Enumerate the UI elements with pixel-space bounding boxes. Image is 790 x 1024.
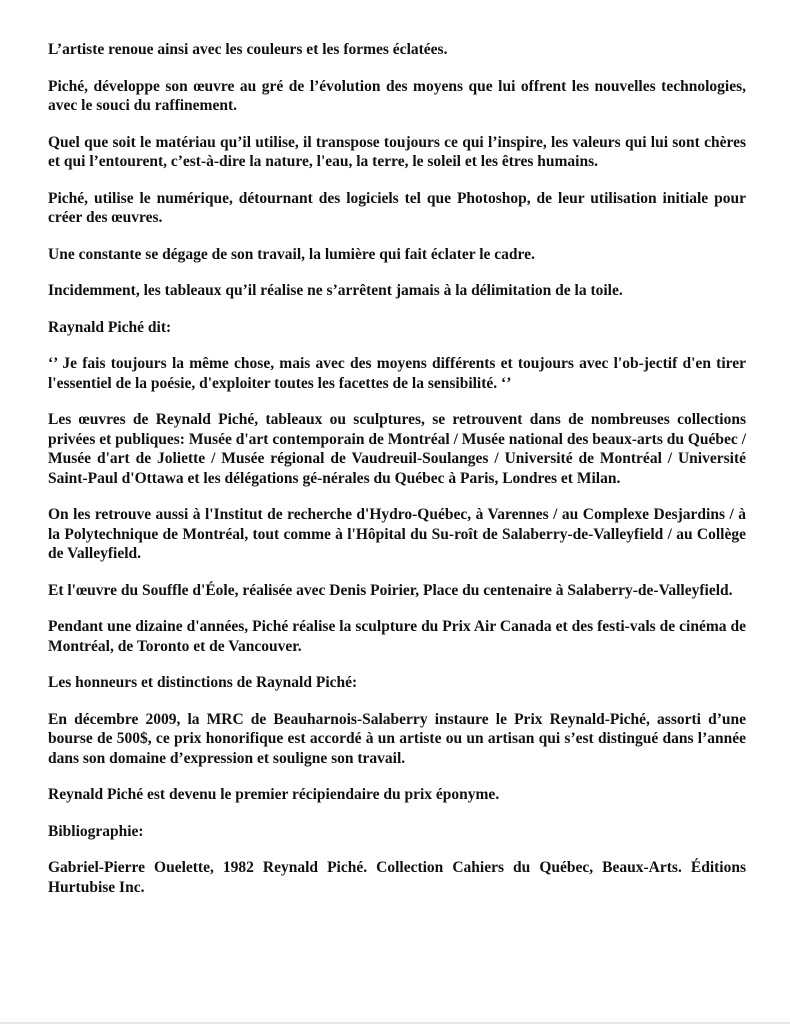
paragraph-souffle-eole: Et l'œuvre du Souffle d'Éole, réalisée avec Denis Poirier, Place du centenaire à Salaberry-de-Valleyfield. (48, 581, 733, 599)
paragraph-digital: Piché, utilise le numérique, détournant des logiciels tel que Photoshop, de leur utilisation initiale pour créer des œuvres. (48, 189, 746, 226)
paragraph-first-recipient: Reynald Piché est devenu le premier récipiendaire du prix éponyme. (48, 786, 500, 803)
paragraph-canvas: Incidemment, les tableaux qu’il réalise ne s’arrêtent jamais à la délimitation de la toile. (48, 282, 623, 299)
paragraph-technologies: Piché, développe son œuvre au gré de l’évolution des moyens que lui offrent les nouvelles technologies, avec le souci du raffinement. (48, 77, 746, 114)
paragraph-honours-heading: Les honneurs et distinctions de Raynald Piché: (48, 674, 358, 691)
paragraph-colors-forms: L’artiste renoue ainsi avec les couleurs et les formes éclatées. (48, 41, 448, 58)
paragraph-collections: Les œuvres de Reynald Piché, tableaux ou sculptures, se retrouvent dans de nombreuses collections privées et publiques: Musée d'art contemporain de Montréal / Musée national des beaux-arts du Québec / Musée d'art de Joliette / Musée régional de Vaudreuil-Soulanges / Université de Montréal / Université Saint-Paul d'Ottawa et les délégations gé-nérales du Québec à Paris, Londres et Milan. (48, 411, 746, 487)
paragraph-air-canada: Pendant une dizaine d'années, Piché réalise la sculpture du Prix Air Canada et des festi-vals de cinéma de Montréal, de Toronto et de Vancouver. (48, 618, 746, 655)
paragraph-prize: En décembre 2009, la MRC de Beauharnois-Salaberry instaure le Prix Reynald-Piché, assorti d’une bourse de 500$, ce prix honorifique est accordé à un artiste ou un artisan qui s’est distingué dans l’année dans son domaine d’expression et souligne son travail. (48, 710, 746, 767)
paragraph-bibliography-entry: Gabriel-Pierre Ouelette, 1982 Reynald Piché. Collection Cahiers du Québec, Beaux-Arts. Éditions Hurtubise Inc. (48, 859, 746, 896)
document-page (48, 40, 746, 897)
paragraph-quote: ‘’ Je fais toujours la même chose, mais avec des moyens différents et toujours avec l'ob-jectif d'en tirer l'essentiel de la poésie, d'exploiter toutes les facettes de la sensibilité. ‘’ (48, 355, 746, 392)
paragraph-materials: Quel que soit le matériau qu’il utilise, il transpose toujours ce qui l’inspire, les valeurs qui lui sont chères et qui l’entourent, c’est-à-dire la nature, l'eau, la terre, le soleil et les êtres humains. (48, 133, 746, 170)
paragraph-bibliography-heading: Bibliographie: (48, 822, 144, 840)
paragraph-light: Une constante se dégage de son travail, la lumière qui fait éclater le cadre. (48, 245, 535, 263)
paragraph-other-locations: On les retrouve aussi à l'Institut de recherche d'Hydro-Québec, à Varennes / au Complexe Desjardins / à la Polytechnique de Montréal, tout comme à l'Hôpital du Su-roît de Salaberry-de-Valleyfield / au Collège de Valleyfield. (48, 506, 746, 562)
paragraph-quote-intro: Raynald Piché dit: (48, 318, 172, 336)
